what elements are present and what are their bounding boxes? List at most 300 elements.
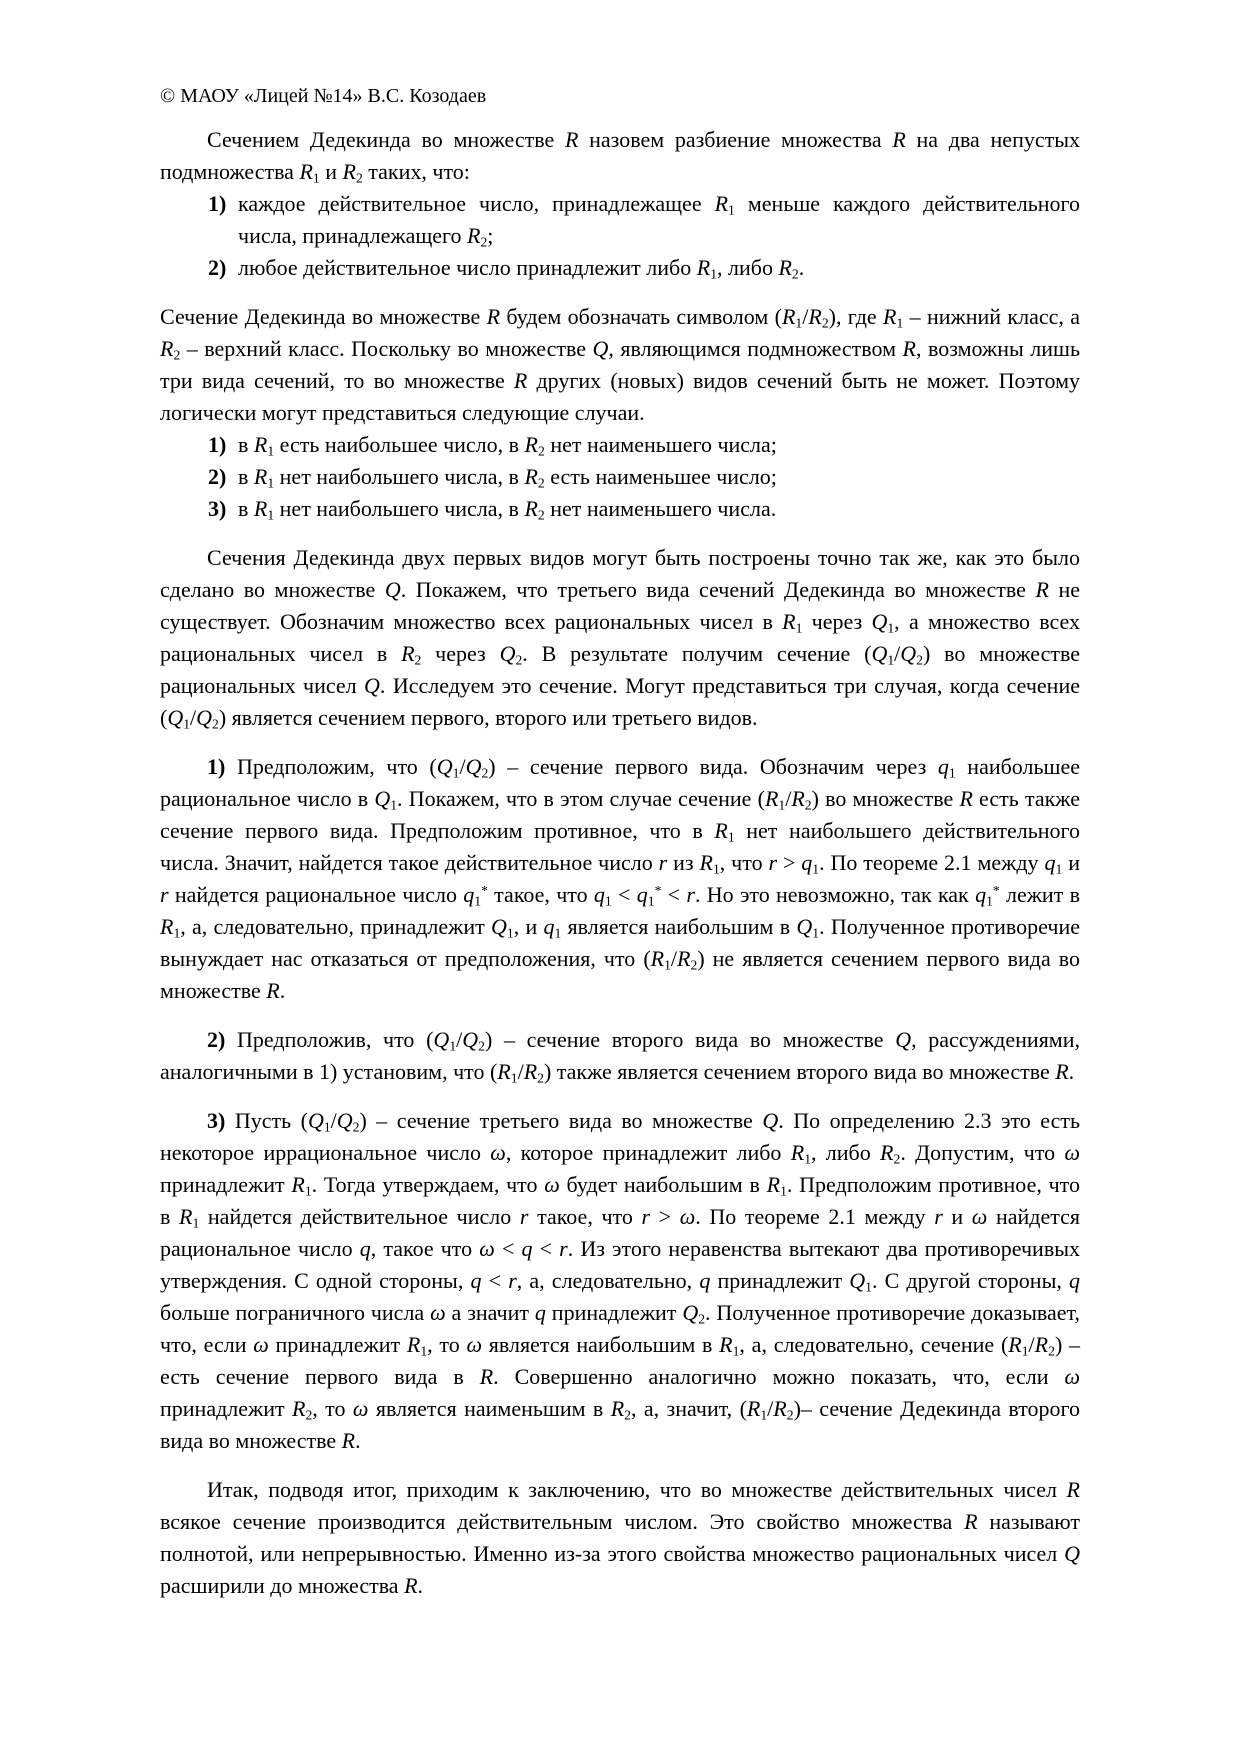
math-var: R <box>523 1059 538 1084</box>
text-run: наибольшее рациональное число в <box>160 754 1080 811</box>
math-var: q <box>534 1300 546 1325</box>
math-var: q <box>593 882 605 907</box>
math-var: R <box>299 159 313 184</box>
text-run: ) – сечение первого вида. Обозначим через <box>488 754 938 779</box>
math-var: R <box>404 1573 418 1598</box>
math-subscript: 1 <box>312 170 320 186</box>
math-subscript: 1 <box>183 716 191 732</box>
math-subscript: 2 <box>791 266 799 282</box>
math-var: R <box>524 432 538 457</box>
math-var: r <box>658 850 668 875</box>
text-run: < <box>532 1236 560 1261</box>
math-var: Q <box>364 673 380 698</box>
list-item-text <box>238 252 1080 284</box>
text-run: в <box>238 432 254 457</box>
math-var: R <box>291 1172 305 1197</box>
text-run: . <box>355 1428 361 1453</box>
math-var: Q <box>167 705 184 730</box>
math-var: q <box>470 1268 482 1293</box>
text-run: . По теореме 2.1 между <box>695 1204 935 1229</box>
text-run: . Тогда утверждаем, что <box>311 1172 545 1197</box>
text-run: , которое принадлежит либо <box>505 1140 791 1165</box>
math-var: q <box>359 1236 371 1261</box>
text-run: найдется действительное число <box>199 1204 520 1229</box>
math-var: Q <box>384 577 401 602</box>
text-run: / <box>767 1396 774 1421</box>
text-run: . С другой стороны, <box>871 1268 1069 1293</box>
math-var: q <box>801 850 813 875</box>
paragraph <box>160 1024 1080 1088</box>
math-subscript: 2 <box>515 652 523 668</box>
math-var: R <box>902 336 916 361</box>
math-var: q <box>463 882 475 907</box>
math-var: R <box>764 786 779 811</box>
math-var: ω <box>253 1332 269 1357</box>
math-var: ω <box>679 1204 696 1229</box>
math-var: ω <box>430 1300 446 1325</box>
text-run: Итак, подводя итог, приходим к заключению, что во множестве действительных чисел <box>207 1477 1067 1502</box>
math-var: R <box>714 818 728 843</box>
math-var: ω <box>544 1172 560 1197</box>
math-var: r <box>559 1236 568 1261</box>
text-run: / <box>459 754 466 779</box>
text-run: является наибольшим в <box>561 914 797 939</box>
text-run: ), где <box>828 304 884 329</box>
text-run: . <box>798 255 805 280</box>
list-number: 1) <box>208 432 227 457</box>
text-run: . Исследуем это сечение. Могут представиться три случая, когда сечение ( <box>160 673 1080 730</box>
math-var: q <box>699 1268 711 1293</box>
math-var: R <box>959 786 973 811</box>
math-subscript: 1 <box>323 1119 331 1135</box>
math-subscript: 1 <box>510 1070 518 1086</box>
math-var: Q <box>462 1027 479 1052</box>
math-subscript: 1 <box>664 957 671 973</box>
math-var: R <box>1035 577 1049 602</box>
text-run: ) является сечением первого, второго или третьего видов. <box>218 705 758 730</box>
math-subscript: 2 <box>804 797 812 813</box>
math-var: R <box>791 786 805 811</box>
text-run: Предположив, что ( <box>237 1027 434 1052</box>
math-var: Q <box>374 786 391 811</box>
text-run: и <box>942 1204 972 1229</box>
text-run: , а, значит, ( <box>630 1396 747 1421</box>
list-number: 3) <box>208 496 227 521</box>
math-var: R <box>719 1332 733 1357</box>
text-run: , то <box>427 1332 467 1357</box>
math-subscript: 2 <box>538 443 545 459</box>
math-var: R <box>964 1509 978 1534</box>
list-number: 1) <box>208 191 227 216</box>
math-subscript: 2 <box>893 1151 901 1167</box>
paragraph <box>160 1474 1080 1602</box>
text-run: всякое сечение производится действительным числом. Это свойство множества <box>160 1509 965 1534</box>
list-item-text <box>238 429 1080 461</box>
math-subscript: 1 <box>604 893 612 909</box>
math-var: q <box>937 754 949 779</box>
math-subscript: 1 <box>267 507 275 523</box>
math-subscript: 1 <box>712 861 720 877</box>
text-run: и <box>319 159 343 184</box>
math-var: R <box>883 304 897 329</box>
text-run: ) не является сечением первого вида во множестве <box>160 946 1080 1003</box>
math-superscript: * <box>481 883 488 899</box>
math-subscript: 1 <box>795 315 803 331</box>
document-body <box>160 124 1080 1602</box>
text-run: такое, что <box>487 882 594 907</box>
math-subscript: 2 <box>305 1407 313 1423</box>
text-run: нет наибольшего числа, в <box>274 464 525 489</box>
math-subscript: 2 <box>537 1070 544 1086</box>
math-var: R <box>342 159 356 184</box>
text-run: . Покажем, что третьего вида сечений Дедекинда во множестве <box>400 577 1036 602</box>
paragraph <box>160 301 1080 429</box>
text-run: > <box>650 1204 680 1229</box>
math-var: q <box>521 1236 533 1261</box>
text-run: . В результате получим сечение ( <box>522 641 872 666</box>
text-run: . Из этого неравенства вытекают два противоречивых утверждения. С одной стороны, <box>160 1236 1080 1293</box>
math-subscript: 1 <box>727 829 735 845</box>
math-var: ω <box>490 1140 506 1165</box>
math-subscript: 1 <box>173 925 181 941</box>
math-var: R <box>880 1140 894 1165</box>
text-run: , и <box>513 914 544 939</box>
math-var: ω <box>971 1204 988 1229</box>
text-run: больше пограничного числа <box>160 1300 431 1325</box>
text-run: / <box>517 1059 524 1084</box>
math-var: q <box>1044 850 1056 875</box>
math-subscript: 1 <box>804 1151 811 1167</box>
math-subscript: 1 <box>986 893 993 909</box>
math-var: Q <box>871 609 888 634</box>
math-var: R <box>524 496 538 521</box>
text-run: есть также сечение первого вида. Предположим противное, что в <box>160 786 1080 843</box>
math-var: R <box>1066 1477 1080 1502</box>
text-run: лежит в <box>999 882 1081 907</box>
text-run: . По определению 2.3 это есть некоторое иррациональное число <box>160 1108 1080 1165</box>
math-var: r <box>508 1268 517 1293</box>
math-subscript: 2 <box>481 765 489 781</box>
text-run: Сечение Дедекинда во множестве <box>160 304 487 329</box>
text-run: – верхний класс. Поскольку во множестве <box>180 336 593 361</box>
math-subscript: 1 <box>449 1038 457 1054</box>
math-var: R <box>513 368 528 393</box>
math-var: R <box>782 609 796 634</box>
list-item <box>208 188 1080 252</box>
math-var: r <box>641 1204 651 1229</box>
math-subscript: 1 <box>1021 1343 1029 1359</box>
text-run: , а, следовательно, принадлежит <box>180 914 491 939</box>
math-var: Q <box>849 1268 866 1293</box>
text-run: на два непустых подмножества <box>160 127 1080 184</box>
text-run: и <box>1062 850 1080 875</box>
text-run: назовем разбиение множества <box>578 127 893 152</box>
math-subscript: 2 <box>690 957 698 973</box>
math-subscript: 2 <box>537 475 545 491</box>
text-run: 1) <box>207 754 237 779</box>
text-run: . <box>1068 1059 1075 1084</box>
paragraph <box>160 1105 1080 1457</box>
text-run: , являющимся подмножеством <box>608 336 903 361</box>
text-run: принадлежит <box>545 1300 683 1325</box>
list-item-text <box>238 493 1080 525</box>
math-var: R <box>766 1172 781 1197</box>
text-run: называют полнотой, или непрерывностью. Именно из-за этого свойства множество рациональных чисел <box>160 1509 1080 1566</box>
paragraph <box>160 751 1080 1007</box>
math-var: Q <box>796 914 813 939</box>
text-run: есть наименьшее число; <box>544 464 777 489</box>
text-run: . Совершенно аналогично можно показать, что, если <box>493 1364 1065 1389</box>
math-var: r <box>160 882 169 907</box>
text-run: / <box>802 304 809 329</box>
math-var: R <box>401 641 415 666</box>
text-run: . Но это невозможно, так как <box>694 882 976 907</box>
list-item <box>208 252 1080 284</box>
text-run: ) во множестве рациональных чисел <box>160 641 1080 698</box>
text-run: . Полученное противоречие вынуждает нас отказаться от предположения, что ( <box>160 914 1080 971</box>
math-var: Q <box>499 641 516 666</box>
math-subscript: 2 <box>786 1407 794 1423</box>
text-run: . <box>279 978 286 1003</box>
math-superscript: * <box>654 883 662 899</box>
math-superscript: * <box>992 883 1000 899</box>
math-var: R <box>253 496 268 521</box>
text-run: , а множество всех рациональных чисел в <box>160 609 1080 666</box>
text-run: в <box>238 464 254 489</box>
math-subscript: 1 <box>554 925 562 941</box>
text-run: , либо <box>811 1140 881 1165</box>
text-run: . Допустим, что <box>900 1140 1065 1165</box>
text-run: других (новых) видов сечений быть не может. Поэтому логически могут представиться следующие случаи. <box>160 368 1081 425</box>
math-var: r <box>768 850 778 875</box>
math-subscript: 1 <box>896 315 904 331</box>
text-run: найдется рациональное число <box>168 882 464 907</box>
math-subscript: 1 <box>390 797 398 813</box>
math-var: Q <box>436 754 453 779</box>
math-var: Q <box>196 705 213 730</box>
text-run: , а, следовательно, сечение ( <box>739 1332 1009 1357</box>
text-run: , а, следовательно, <box>516 1268 700 1293</box>
math-var: R <box>486 304 501 329</box>
list-item <box>208 429 1080 461</box>
math-var: R <box>714 191 729 216</box>
math-subscript: 1 <box>865 1279 872 1295</box>
math-subscript: 1 <box>732 1343 740 1359</box>
text-run: ) – есть сечение первого вида в <box>160 1332 1081 1389</box>
text-run: Предположим, что ( <box>236 754 437 779</box>
math-subscript: 1 <box>812 861 820 877</box>
math-subscript: 2 <box>821 315 829 331</box>
text-run: , либо <box>717 255 779 280</box>
text-run: ; <box>487 223 494 248</box>
math-subscript: 1 <box>760 1407 768 1423</box>
math-var: R <box>564 127 579 152</box>
math-subscript: 2 <box>916 652 923 668</box>
text-run: > <box>777 850 802 875</box>
math-var: Q <box>682 1300 699 1325</box>
math-subscript: 1 <box>728 202 735 218</box>
text-run: принадлежит <box>160 1172 292 1197</box>
math-subscript: 1 <box>647 893 655 909</box>
math-var: R <box>497 1059 511 1084</box>
text-run: . По теореме 2.1 между <box>819 850 1045 875</box>
math-var: q <box>975 882 987 907</box>
text-run: ) во множестве <box>811 786 960 811</box>
math-subscript: 1 <box>267 443 275 459</box>
list-number: 2) <box>208 464 227 489</box>
text-run: )– сечение Дедекинда второго вида во множестве <box>160 1396 1081 1453</box>
text-run: , такое что <box>370 1236 480 1261</box>
math-var: q <box>1069 1268 1080 1293</box>
math-subscript: 1 <box>812 925 820 941</box>
text-run: а значит <box>445 1300 535 1325</box>
text-run: нет наибольшего действительного числа. Значит, найдется такое действительное число <box>160 818 1080 875</box>
math-subscript: 1 <box>452 765 460 781</box>
text-run: / <box>894 641 901 666</box>
math-var: R <box>781 304 796 329</box>
text-run: нет наименьшего числа; <box>544 432 777 457</box>
math-var: r <box>934 1204 943 1229</box>
text-run: / <box>785 786 792 811</box>
math-var: r <box>519 1204 529 1229</box>
math-subscript: 2 <box>212 716 219 732</box>
math-subscript: 2 <box>698 1311 706 1327</box>
math-var: R <box>266 978 280 1003</box>
math-var: R <box>746 1396 761 1421</box>
math-subscript: 1 <box>887 620 895 636</box>
text-run: / <box>1028 1332 1035 1357</box>
text-run: принадлежит <box>268 1332 407 1357</box>
list-item-text <box>238 461 1080 493</box>
text-run: любое действительное число принадлежит либо <box>238 255 697 280</box>
math-var: q <box>636 882 648 907</box>
math-var: Q <box>1064 1541 1080 1566</box>
text-run: есть наибольшее число, в <box>274 432 525 457</box>
text-run: принадлежит <box>710 1268 850 1293</box>
text-run: является наибольшим в <box>482 1332 720 1357</box>
math-var: R <box>1055 1059 1069 1084</box>
math-subscript: 2 <box>414 652 422 668</box>
math-subscript: 2 <box>355 170 363 186</box>
math-var: ω <box>1064 1140 1080 1165</box>
math-var: R <box>292 1396 306 1421</box>
math-var: Q <box>871 641 888 666</box>
text-run: является наименьшим в <box>368 1396 611 1421</box>
math-subscript: 1 <box>474 893 482 909</box>
math-var: Q <box>491 914 507 939</box>
math-var: R <box>341 1428 356 1453</box>
text-run: через <box>421 641 500 666</box>
list-item <box>208 493 1080 525</box>
math-var: q <box>543 914 555 939</box>
math-var: Q <box>336 1108 353 1133</box>
math-var: R <box>406 1332 421 1357</box>
math-subscript: 2 <box>1048 1343 1055 1359</box>
math-subscript: 1 <box>780 1183 787 1199</box>
text-run: / <box>670 946 678 971</box>
paragraph <box>160 542 1080 734</box>
text-run: Пусть ( <box>234 1108 308 1133</box>
math-var: R <box>160 914 174 939</box>
math-var: R <box>479 1364 494 1389</box>
math-var: R <box>778 255 792 280</box>
math-var: R <box>892 127 906 152</box>
text-run: . Покажем, что в этом случае сечение ( <box>397 786 765 811</box>
math-subscript: 1 <box>420 1343 428 1359</box>
text-run: найдется рациональное число <box>160 1204 1080 1261</box>
text-run: ) также является сечением второго вида во множестве <box>543 1059 1056 1084</box>
text-run: . <box>417 1573 424 1598</box>
math-var: Q <box>900 641 917 666</box>
text-run: / <box>190 705 197 730</box>
math-subscript: 1 <box>795 620 803 636</box>
math-var: R <box>160 336 174 361</box>
math-var: R <box>610 1396 625 1421</box>
text-run: меньше каждого действительного числа, принадлежащего <box>238 191 1080 248</box>
text-run: / <box>330 1108 337 1133</box>
text-run: не существует. Обозначим множество всех рациональных чисел в <box>160 577 1080 634</box>
math-subscript: 1 <box>192 1215 200 1231</box>
math-subscript: 1 <box>948 765 956 781</box>
text-run: < <box>494 1236 522 1261</box>
text-run: , то <box>312 1396 353 1421</box>
math-subscript: 2 <box>480 234 488 250</box>
text-run: , рассуждениями, аналогичными в 1) установим, что ( <box>160 1027 1081 1084</box>
text-run: 2) <box>207 1027 238 1052</box>
list-item <box>208 461 1080 493</box>
list-item-text <box>238 188 1080 252</box>
text-run: нет наименьшего числа. <box>544 496 777 521</box>
math-var: R <box>467 223 481 248</box>
math-var: Q <box>465 754 482 779</box>
math-var: R <box>253 432 268 457</box>
math-var: R <box>677 946 691 971</box>
text-run: расширили до множества <box>160 1573 405 1598</box>
math-var: R <box>696 255 711 280</box>
math-var: Q <box>895 1027 912 1052</box>
text-run: . Предположим противное, что в <box>160 1172 1080 1229</box>
text-run: – нижний класс, а <box>903 304 1080 329</box>
paragraph <box>160 124 1080 188</box>
math-var: R <box>650 946 665 971</box>
text-run: < <box>611 882 637 907</box>
text-run: < <box>661 882 687 907</box>
text-run: ) – сечение третьего вида во множестве <box>359 1108 763 1133</box>
text-run: Сечением Дедекинда во множестве <box>207 127 565 152</box>
math-var: R <box>1008 1332 1022 1357</box>
text-run: через <box>802 609 872 634</box>
math-subscript: 1 <box>887 652 895 668</box>
math-var: R <box>1034 1332 1049 1357</box>
math-var: r <box>686 882 695 907</box>
text-run: такое, что <box>528 1204 642 1229</box>
text-run: каждое действительное число, принадлежащее <box>238 191 715 216</box>
text-run: 3) <box>207 1108 235 1133</box>
math-subscript: 2 <box>478 1038 485 1054</box>
text-run: / <box>456 1027 463 1052</box>
text-run: . Полученное противоречие доказывает, что, если <box>160 1300 1080 1357</box>
math-subscript: 2 <box>624 1407 631 1423</box>
math-var: Q <box>762 1108 779 1133</box>
copyright-header: © МАОУ «Лицей №14» В.С. Козодаев <box>160 85 487 107</box>
text-run: , что <box>719 850 769 875</box>
text-run: , возможны лишь три вида сечений, то во множестве <box>160 336 1080 393</box>
math-var: ω <box>352 1396 369 1421</box>
text-run: будет наибольшим в <box>559 1172 767 1197</box>
math-var: R <box>524 464 538 489</box>
math-var: Q <box>307 1108 324 1133</box>
text-run: < <box>481 1268 509 1293</box>
